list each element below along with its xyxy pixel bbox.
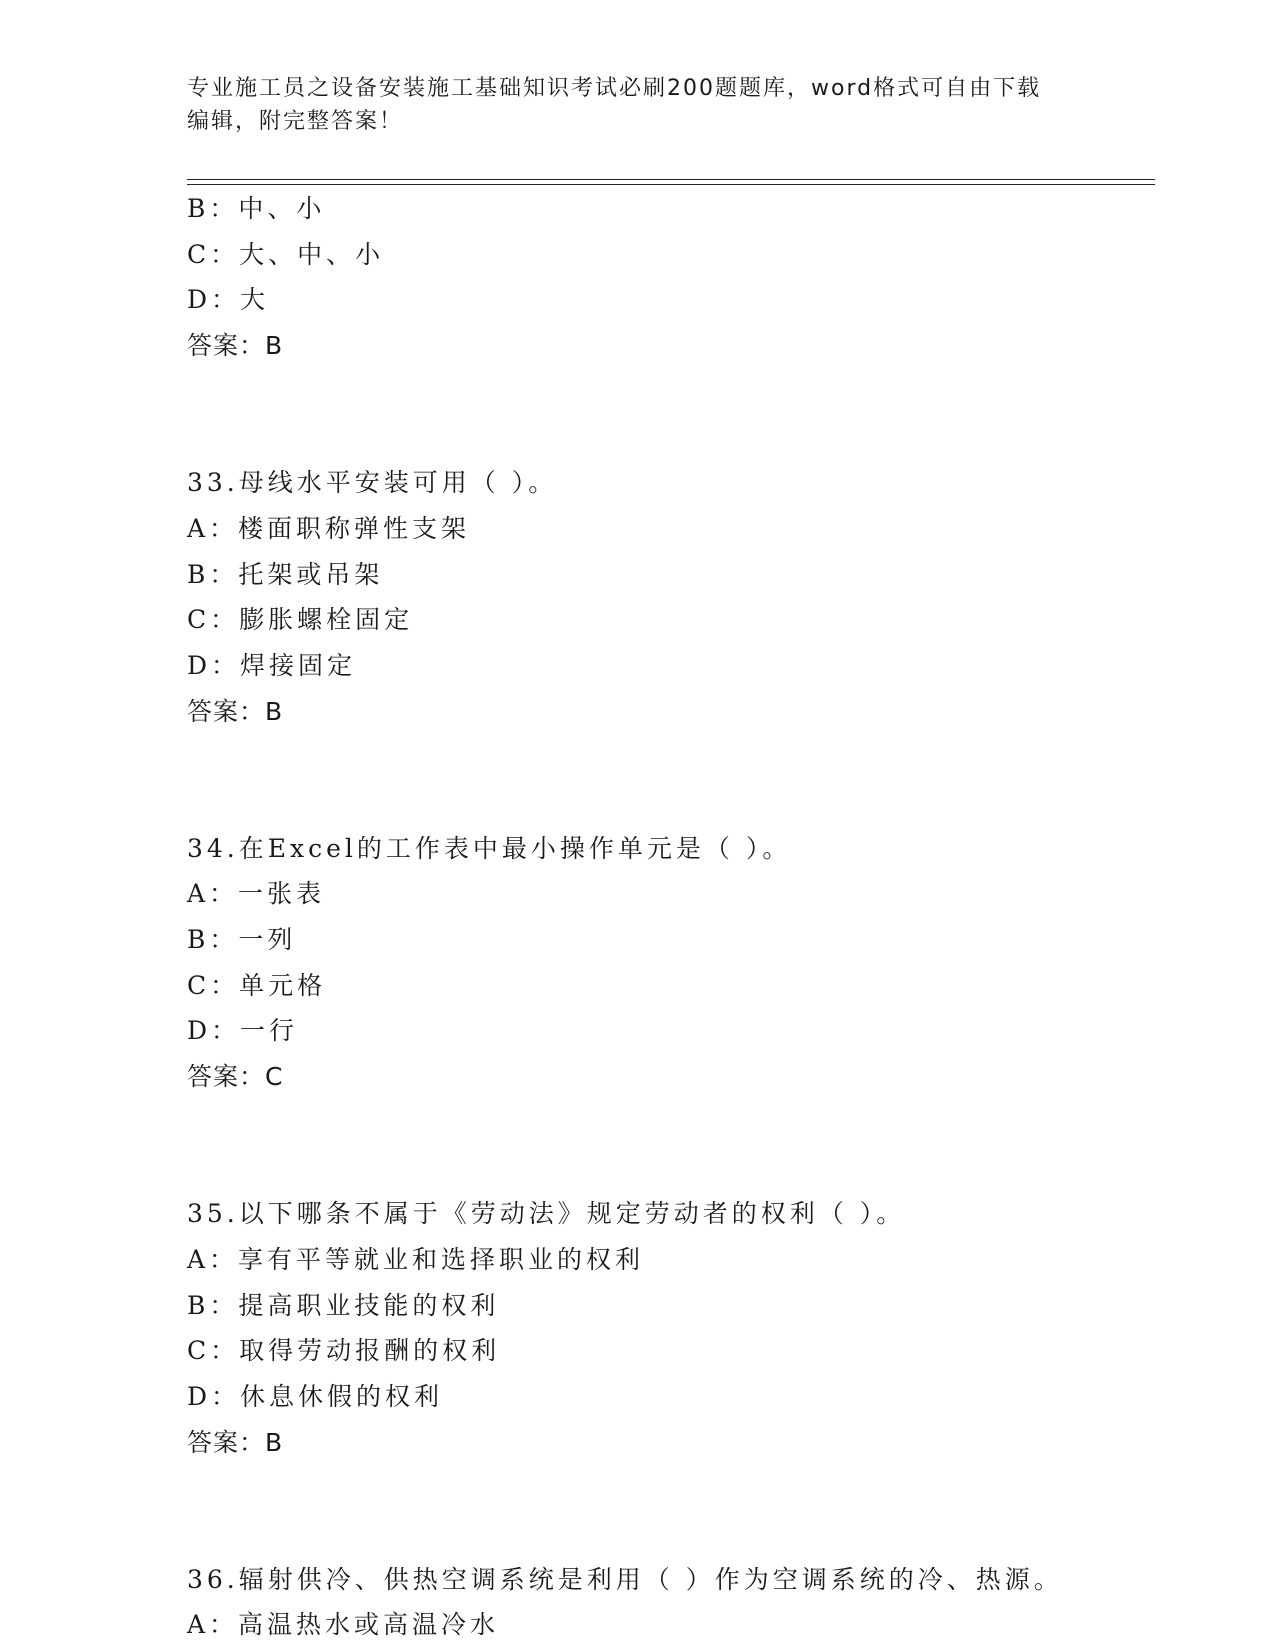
option-b: B：提高职业技能的权利 xyxy=(187,1290,500,1320)
option-d: D：焊接固定 xyxy=(187,650,357,680)
option-d: D：休息休假的权利 xyxy=(187,1381,444,1411)
option-c: C：单元格 xyxy=(187,970,327,1000)
option-c: C：取得劳动报酬的权利 xyxy=(187,1336,501,1366)
answer: 答案：B xyxy=(187,1427,284,1457)
question-36 xyxy=(187,1557,1155,1648)
question-stem: 35.以下哪条不属于《劳动法》规定劳动者的权利（ ）。 xyxy=(187,1199,906,1229)
option-b: B：中、小 xyxy=(187,194,326,223)
question-stem: 33.母线水平安装可用（ ）。 xyxy=(187,468,558,498)
option-d: D：大 xyxy=(187,285,270,315)
option-b: B：托架或吊架 xyxy=(187,559,384,589)
question-35 xyxy=(187,1191,1155,1465)
question-34 xyxy=(187,826,1155,1100)
answer: 答案：B xyxy=(187,331,284,361)
option-d: D：一行 xyxy=(187,1016,299,1046)
question-list xyxy=(187,186,1155,1648)
answer: 答案：B xyxy=(187,696,284,726)
header-rule-top xyxy=(187,179,1155,180)
question-stem: 34.在Excel的工作表中最小操作单元是（ ）。 xyxy=(187,833,792,863)
document-header xyxy=(187,72,1087,138)
header-line-1: 专业施工员之设备安装施工基础知识考试必刷200题题库，word格式可自由下载 xyxy=(187,76,1042,101)
option-c: C：膨胀螺栓固定 xyxy=(187,605,414,635)
option-a: A：一张表 xyxy=(187,879,326,909)
answer: 答案：C xyxy=(187,1062,284,1092)
option-a: A：享有平等就业和选择职业的权利 xyxy=(187,1244,645,1274)
header-rule-bottom xyxy=(187,184,1155,185)
option-c: C：大、中、小 xyxy=(187,239,385,269)
option-a: A：高温热水或高温冷水 xyxy=(187,1610,500,1640)
option-b: B：一列 xyxy=(187,925,297,955)
question-33 xyxy=(187,460,1155,734)
header-line-2: 编辑，附完整答案！ xyxy=(187,109,404,134)
question-partial xyxy=(187,186,1155,369)
question-stem: 36.辐射供冷、供热空调系统是利用（ ）作为空调系统的冷、热源。 xyxy=(187,1564,1063,1594)
option-a: A：楼面职称弹性支架 xyxy=(187,513,471,543)
